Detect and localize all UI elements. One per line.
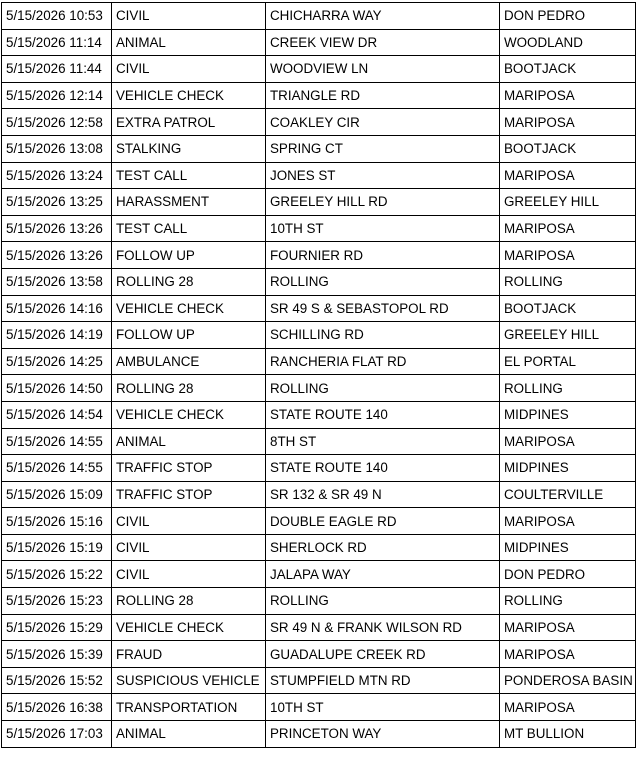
location-cell: ROLLING (266, 268, 500, 295)
datetime-cell: 5/15/2026 15:09 (2, 481, 112, 508)
datetime-cell: 5/15/2026 10:53 (2, 3, 112, 30)
table-row (2, 29, 636, 56)
call-type-cell: CIVIL (112, 56, 266, 83)
table-row (2, 242, 636, 269)
table-row (2, 375, 636, 402)
table-row (2, 3, 636, 30)
location-cell: COAKLEY CIR (266, 109, 500, 136)
location-cell: STUMPFIELD MTN RD (266, 667, 500, 694)
community-cell: ROLLING (500, 268, 636, 295)
community-cell: MARIPOSA (500, 242, 636, 269)
datetime-cell: 5/15/2026 11:44 (2, 56, 112, 83)
datetime-cell: 5/15/2026 13:25 (2, 189, 112, 216)
datetime-cell: 5/15/2026 15:19 (2, 534, 112, 561)
datetime-cell: 5/15/2026 13:08 (2, 135, 112, 162)
location-cell: FOURNIER RD (266, 242, 500, 269)
datetime-cell: 5/15/2026 14:54 (2, 401, 112, 428)
call-type-cell: TRAFFIC STOP (112, 455, 266, 482)
datetime-cell: 5/15/2026 14:16 (2, 295, 112, 322)
location-cell: SR 49 S & SEBASTOPOL RD (266, 295, 500, 322)
call-type-cell: ROLLING 28 (112, 588, 266, 615)
location-cell: GREELEY HILL RD (266, 189, 500, 216)
community-cell: WOODLAND (500, 29, 636, 56)
table-row (2, 667, 636, 694)
datetime-cell: 5/15/2026 15:39 (2, 641, 112, 668)
call-type-cell: ANIMAL (112, 428, 266, 455)
datetime-cell: 5/15/2026 13:24 (2, 162, 112, 189)
call-type-cell: HARASSMENT (112, 189, 266, 216)
call-log-table (1, 2, 636, 748)
location-cell: ROLLING (266, 588, 500, 615)
call-type-cell: TEST CALL (112, 215, 266, 242)
location-cell: 10TH ST (266, 694, 500, 721)
table-row (2, 614, 636, 641)
community-cell: MIDPINES (500, 534, 636, 561)
datetime-cell: 5/15/2026 16:38 (2, 694, 112, 721)
community-cell: PONDEROSA BASIN (500, 667, 636, 694)
location-cell: 8TH ST (266, 428, 500, 455)
call-type-cell: FOLLOW UP (112, 242, 266, 269)
community-cell: MIDPINES (500, 455, 636, 482)
datetime-cell: 5/15/2026 15:23 (2, 588, 112, 615)
datetime-cell: 5/15/2026 15:52 (2, 667, 112, 694)
location-cell: RANCHERIA FLAT RD (266, 348, 500, 375)
table-row (2, 295, 636, 322)
community-cell: MARIPOSA (500, 614, 636, 641)
table-row (2, 694, 636, 721)
community-cell: GREELEY HILL (500, 189, 636, 216)
call-type-cell: CIVIL (112, 534, 266, 561)
call-type-cell: AMBULANCE (112, 348, 266, 375)
call-type-cell: VEHICLE CHECK (112, 295, 266, 322)
table-row (2, 322, 636, 349)
table-row (2, 135, 636, 162)
community-cell: BOOTJACK (500, 295, 636, 322)
call-type-cell: STALKING (112, 135, 266, 162)
location-cell: SR 49 N & FRANK WILSON RD (266, 614, 500, 641)
call-type-cell: ROLLING 28 (112, 375, 266, 402)
table-row (2, 721, 636, 748)
location-cell: TRIANGLE RD (266, 82, 500, 109)
call-type-cell: ANIMAL (112, 721, 266, 748)
location-cell: PRINCETON WAY (266, 721, 500, 748)
location-cell: SCHILLING RD (266, 322, 500, 349)
location-cell: SHERLOCK RD (266, 534, 500, 561)
location-cell: SPRING CT (266, 135, 500, 162)
community-cell: DON PEDRO (500, 3, 636, 30)
community-cell: MARIPOSA (500, 694, 636, 721)
table-row (2, 455, 636, 482)
call-type-cell: TRANSPORTATION (112, 694, 266, 721)
location-cell: STATE ROUTE 140 (266, 455, 500, 482)
call-type-cell: ANIMAL (112, 29, 266, 56)
table-row (2, 534, 636, 561)
datetime-cell: 5/15/2026 14:50 (2, 375, 112, 402)
table-row (2, 641, 636, 668)
table-row (2, 215, 636, 242)
datetime-cell: 5/15/2026 14:19 (2, 322, 112, 349)
table-row (2, 508, 636, 535)
table-row (2, 268, 636, 295)
datetime-cell: 5/15/2026 15:22 (2, 561, 112, 588)
community-cell: MARIPOSA (500, 641, 636, 668)
location-cell: WOODVIEW LN (266, 56, 500, 83)
table-row (2, 348, 636, 375)
community-cell: ROLLING (500, 588, 636, 615)
datetime-cell: 5/15/2026 13:26 (2, 215, 112, 242)
community-cell: EL PORTAL (500, 348, 636, 375)
location-cell: DOUBLE EAGLE RD (266, 508, 500, 535)
call-type-cell: EXTRA PATROL (112, 109, 266, 136)
call-type-cell: TEST CALL (112, 162, 266, 189)
community-cell: MARIPOSA (500, 215, 636, 242)
location-cell: JONES ST (266, 162, 500, 189)
location-cell: ROLLING (266, 375, 500, 402)
community-cell: MARIPOSA (500, 428, 636, 455)
call-type-cell: CIVIL (112, 561, 266, 588)
call-type-cell: TRAFFIC STOP (112, 481, 266, 508)
community-cell: MARIPOSA (500, 109, 636, 136)
datetime-cell: 5/15/2026 13:26 (2, 242, 112, 269)
datetime-cell: 5/15/2026 12:14 (2, 82, 112, 109)
table-row (2, 162, 636, 189)
datetime-cell: 5/15/2026 12:58 (2, 109, 112, 136)
table-row (2, 561, 636, 588)
datetime-cell: 5/15/2026 14:55 (2, 455, 112, 482)
datetime-cell: 5/15/2026 13:58 (2, 268, 112, 295)
location-cell: GUADALUPE CREEK RD (266, 641, 500, 668)
community-cell: DON PEDRO (500, 561, 636, 588)
call-type-cell: CIVIL (112, 3, 266, 30)
community-cell: COULTERVILLE (500, 481, 636, 508)
table-row (2, 189, 636, 216)
community-cell: ROLLING (500, 375, 636, 402)
community-cell: MARIPOSA (500, 82, 636, 109)
call-type-cell: CIVIL (112, 508, 266, 535)
table-row (2, 82, 636, 109)
location-cell: STATE ROUTE 140 (266, 401, 500, 428)
community-cell: BOOTJACK (500, 135, 636, 162)
datetime-cell: 5/15/2026 17:03 (2, 721, 112, 748)
table-row (2, 56, 636, 83)
community-cell: GREELEY HILL (500, 322, 636, 349)
location-cell: CREEK VIEW DR (266, 29, 500, 56)
community-cell: BOOTJACK (500, 56, 636, 83)
table-row (2, 109, 636, 136)
location-cell: JALAPA WAY (266, 561, 500, 588)
community-cell: MARIPOSA (500, 508, 636, 535)
call-type-cell: VEHICLE CHECK (112, 614, 266, 641)
call-type-cell: ROLLING 28 (112, 268, 266, 295)
datetime-cell: 5/15/2026 15:16 (2, 508, 112, 535)
call-type-cell: VEHICLE CHECK (112, 401, 266, 428)
location-cell: CHICHARRA WAY (266, 3, 500, 30)
datetime-cell: 5/15/2026 14:55 (2, 428, 112, 455)
datetime-cell: 5/15/2026 15:29 (2, 614, 112, 641)
table-row (2, 428, 636, 455)
call-type-cell: SUSPICIOUS VEHICLE (112, 667, 266, 694)
call-type-cell: VEHICLE CHECK (112, 82, 266, 109)
table-row (2, 481, 636, 508)
call-log-body (2, 3, 636, 748)
datetime-cell: 5/15/2026 11:14 (2, 29, 112, 56)
datetime-cell: 5/15/2026 14:25 (2, 348, 112, 375)
call-type-cell: FRAUD (112, 641, 266, 668)
community-cell: MIDPINES (500, 401, 636, 428)
community-cell: MT BULLION (500, 721, 636, 748)
location-cell: 10TH ST (266, 215, 500, 242)
table-row (2, 588, 636, 615)
call-type-cell: FOLLOW UP (112, 322, 266, 349)
table-row (2, 401, 636, 428)
location-cell: SR 132 & SR 49 N (266, 481, 500, 508)
community-cell: MARIPOSA (500, 162, 636, 189)
